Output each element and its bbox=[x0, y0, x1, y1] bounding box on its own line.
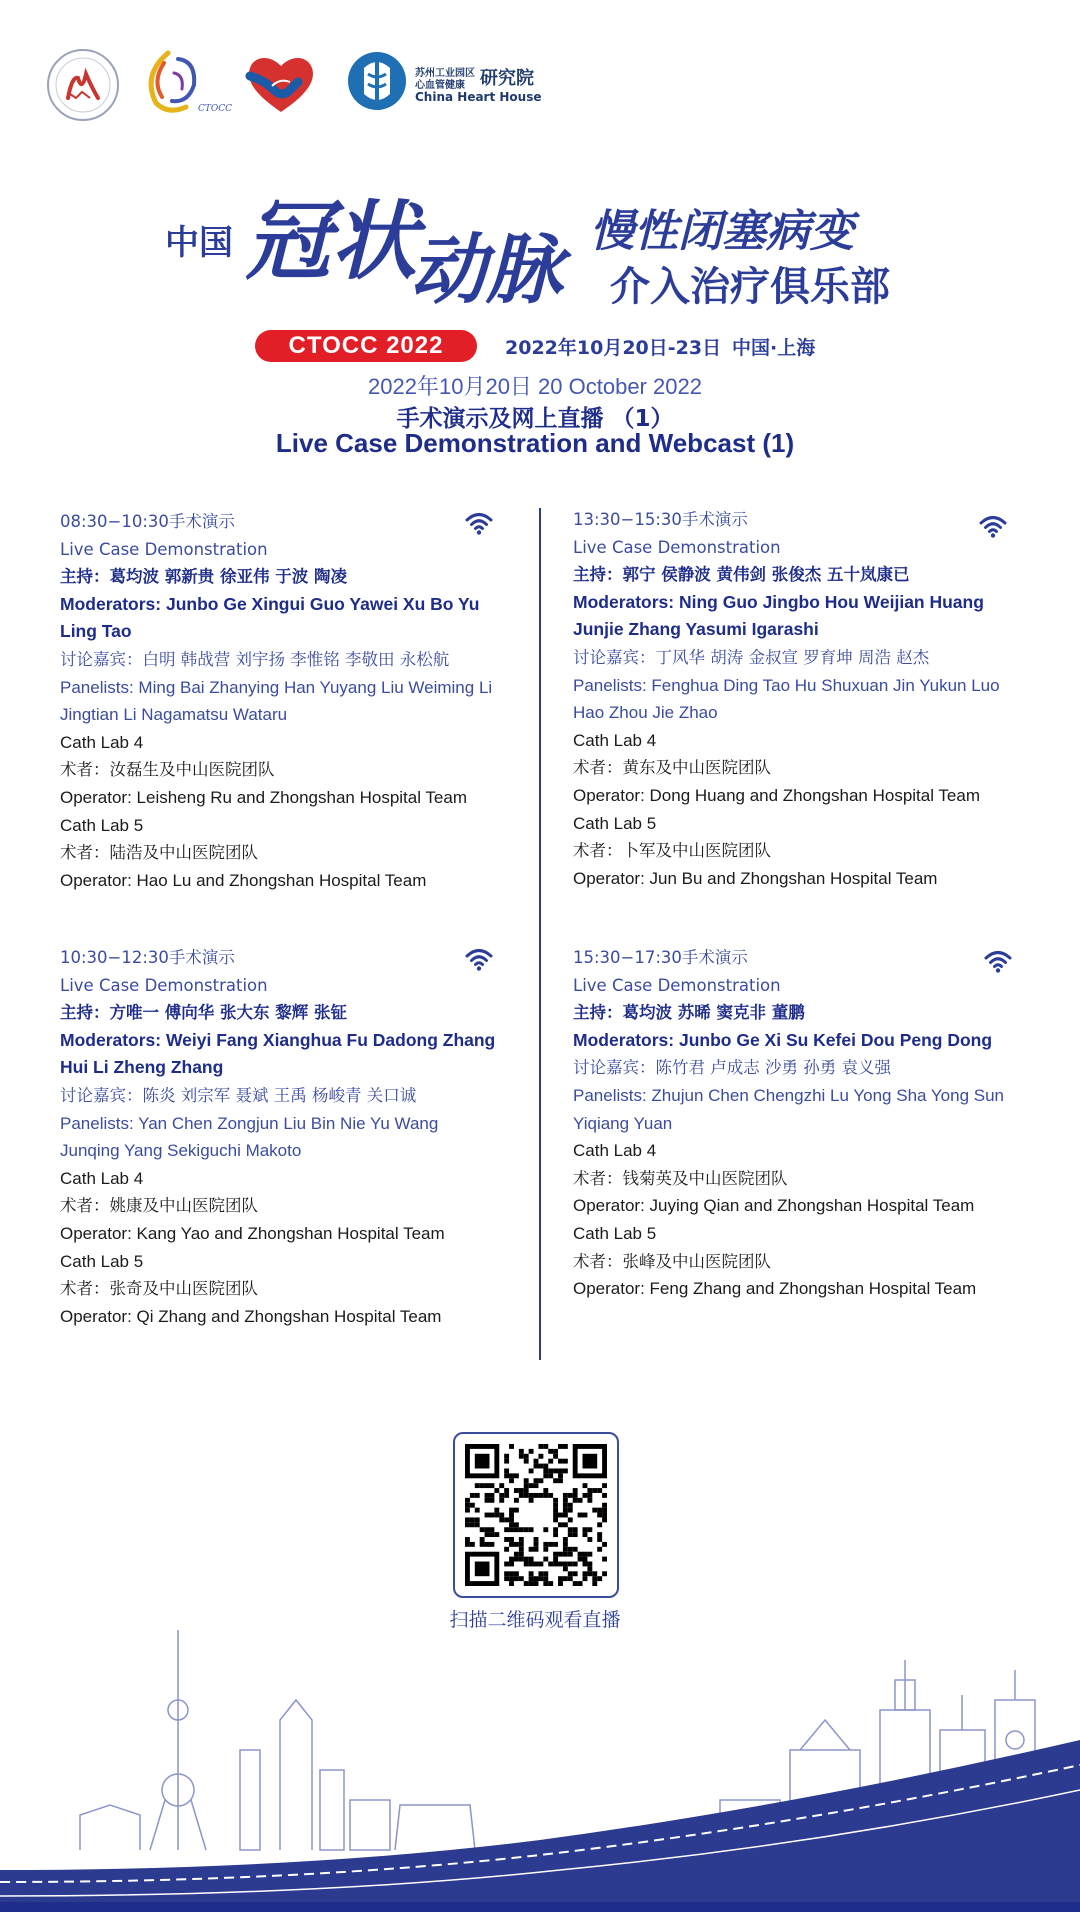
webcast-wifi-icon bbox=[464, 510, 494, 536]
operator-cn: 术者：姚康及中山医院团队 bbox=[60, 1196, 258, 1216]
chh-cn-text: 苏州工业园区 心血管健康 bbox=[415, 68, 475, 91]
operator-cn: 术者：张奇及中山医院团队 bbox=[60, 1279, 258, 1299]
moderators-en-cont: Junjie Zhang Yasumi Igarashi bbox=[573, 619, 819, 640]
session-time: 13:30−15:30手术演示 bbox=[573, 510, 748, 529]
session-type: Live Case Demonstration bbox=[573, 537, 781, 557]
moderators-cn: 主持：葛均波 郭新贵 徐亚伟 于波 陶凌 bbox=[60, 567, 347, 587]
cath-lab-label: Cath Lab 5 bbox=[573, 813, 657, 833]
ctocc-2022-badge: CTOCC 2022 bbox=[255, 330, 477, 362]
operator-cn: 术者：钱菊英及中山医院团队 bbox=[573, 1168, 788, 1188]
chh-research-text: 研究院 bbox=[480, 68, 534, 89]
moderators-en-cont: Hui Li Zheng Zhang bbox=[60, 1057, 224, 1078]
hospital-seal-logo bbox=[46, 48, 120, 122]
cath-lab-label: Cath Lab 5 bbox=[60, 815, 144, 835]
operator-cn: 术者：张峰及中山医院团队 bbox=[573, 1251, 771, 1271]
qr-caption: 扫描二维码观看直播 bbox=[449, 1609, 621, 1631]
moderators-cn: 主持：郭宁 侯静波 黄伟剑 张俊杰 五十岚康已 bbox=[573, 565, 910, 585]
china-heart-house-logo bbox=[346, 50, 408, 112]
cath-lab-label: Cath Lab 4 bbox=[60, 1168, 144, 1188]
webcast-wifi-icon bbox=[978, 513, 1008, 539]
moderators-en-cont: Ling Tao bbox=[60, 621, 132, 642]
webcast-wifi-icon bbox=[983, 948, 1013, 974]
session-block bbox=[60, 944, 540, 1330]
operator-en: Operator: Jun Bu and Zhongshan Hospital Team bbox=[573, 868, 938, 888]
operator-en: Operator: Leisheng Ru and Zhongshan Hospital Team bbox=[60, 787, 467, 807]
cath-lab-label: Cath Lab 4 bbox=[573, 1141, 657, 1161]
moderators-cn: 主持：方唯一 傅向华 张大东 黎辉 张钲 bbox=[60, 1003, 347, 1023]
cath-lab-label: Cath Lab 5 bbox=[573, 1223, 657, 1243]
event-place: 中国·上海 bbox=[732, 337, 816, 359]
event-dates: 2022年10月20日-23日 bbox=[505, 337, 722, 359]
session-time: 15:30−17:30手术演示 bbox=[573, 948, 748, 967]
qr-code-pattern bbox=[465, 1444, 607, 1586]
operator-en: Operator: Kang Yao and Zhongshan Hospital Team bbox=[60, 1223, 445, 1243]
shanghai-skyline-illustration bbox=[0, 1600, 1080, 1912]
operator-en: Operator: Dong Huang and Zhongshan Hospital Team bbox=[573, 785, 980, 805]
panelists-en-cont: Hao Zhou Jie Zhao bbox=[573, 703, 718, 723]
moderators-en: Moderators: Junbo Ge Xi Su Kefei Dou Peng Dong bbox=[573, 1029, 993, 1050]
session-block bbox=[573, 506, 1053, 892]
session-block bbox=[573, 944, 1053, 1303]
moderators-en: Moderators: Weiyi Fang Xianghua Fu Dadong Zhang bbox=[60, 1029, 496, 1050]
panelists-en-cont: Jingtian Li Nagamatsu Wataru bbox=[60, 705, 288, 725]
moderators-cn: 主持：葛均波 苏晞 窦克非 董鹏 bbox=[573, 1003, 805, 1023]
session-time: 08:30−10:30手术演示 bbox=[60, 512, 235, 531]
ctocc-mark-text: CTOCC bbox=[198, 104, 233, 114]
moderators-en: Moderators: Junbo Ge Xingui Guo Yawei Xu Bo Yu bbox=[60, 593, 480, 614]
operator-en: Operator: Feng Zhang and Zhongshan Hospital Team bbox=[573, 1279, 977, 1299]
cath-lab-label: Cath Lab 5 bbox=[60, 1251, 144, 1271]
title-callig-2: 动脉 bbox=[410, 225, 562, 314]
cath-lab-label: Cath Lab 4 bbox=[573, 730, 657, 750]
session-type: Live Case Demonstration bbox=[60, 975, 268, 995]
session-date: 2022年10月20日 20 October 2022 bbox=[368, 374, 702, 399]
webcast-wifi-icon bbox=[464, 946, 494, 972]
panelists-en: Panelists: Zhujun Chen Chengzhi Lu Yong Sha Yong Sun bbox=[573, 1085, 1005, 1105]
operator-cn: 术者：卜军及中山医院团队 bbox=[573, 841, 771, 861]
operator-cn: 术者：汝磊生及中山医院团队 bbox=[60, 760, 275, 780]
subtitle-en: Live Case Demonstration and Webcast (1) bbox=[275, 428, 795, 458]
panelists-cn: 讨论嘉宾：丁风华 胡涛 金叔宣 罗育坤 周浩 赵杰 bbox=[573, 647, 930, 667]
session-type: Live Case Demonstration bbox=[60, 539, 268, 559]
title-line1-rest: 慢性闭塞病变 bbox=[590, 206, 854, 257]
qr-code[interactable] bbox=[453, 1432, 619, 1598]
panelists-en: Panelists: Ming Bai Zhanying Han Yuyang Liu Weiming Li bbox=[60, 677, 493, 697]
title-prefix: 中国 bbox=[165, 223, 233, 263]
title-line2-rest: 介入治疗俱乐部 bbox=[610, 264, 890, 310]
operator-cn: 术者：陆浩及中山医院团队 bbox=[60, 843, 258, 863]
panelists-cn: 讨论嘉宾：陈竹君 卢成志 沙勇 孙勇 袁义强 bbox=[573, 1058, 891, 1078]
operator-en: Operator: Qi Zhang and Zhongshan Hospital Team bbox=[60, 1306, 442, 1326]
cath-lab-label: Cath Lab 4 bbox=[60, 732, 144, 752]
operator-cn: 术者：黄东及中山医院团队 bbox=[573, 758, 771, 778]
column-divider bbox=[539, 508, 541, 1360]
panelists-en: Panelists: Fenghua Ding Tao Hu Shuxuan Jin Yukun Luo bbox=[573, 675, 1000, 695]
session-block bbox=[60, 508, 540, 894]
panelists-en-cont: Junqing Yang Sekiguchi Makoto bbox=[60, 1141, 302, 1161]
ctocc-logo bbox=[138, 45, 238, 120]
operator-en: Operator: Juying Qian and Zhongshan Hospital Team bbox=[573, 1196, 975, 1216]
panelists-en-cont: Yiqiang Yuan bbox=[573, 1113, 673, 1133]
session-time: 10:30−12:30手术演示 bbox=[60, 948, 235, 967]
panelists-cn: 讨论嘉宾：白明 韩战营 刘宇扬 李惟铭 李敬田 永松航 bbox=[60, 649, 450, 669]
session-type: Live Case Demonstration bbox=[573, 975, 781, 995]
moderators-en: Moderators: Ning Guo Jingbo Hou Weijian Huang bbox=[573, 591, 984, 612]
title-callig-1: 冠状 bbox=[245, 191, 417, 292]
heart-hands-logo bbox=[244, 50, 318, 116]
operator-en: Operator: Hao Lu and Zhongshan Hospital Team bbox=[60, 870, 427, 890]
panelists-cn: 讨论嘉宾：陈炎 刘宗军 聂斌 王禹 杨峻青 关口诚 bbox=[60, 1085, 417, 1105]
subtitle-cn: 手术演示及网上直播 （1） bbox=[396, 406, 674, 432]
chh-en-text: China Heart House bbox=[415, 90, 542, 104]
panelists-en: Panelists: Yan Chen Zongjun Liu Bin Nie Yu Wang bbox=[60, 1113, 439, 1133]
